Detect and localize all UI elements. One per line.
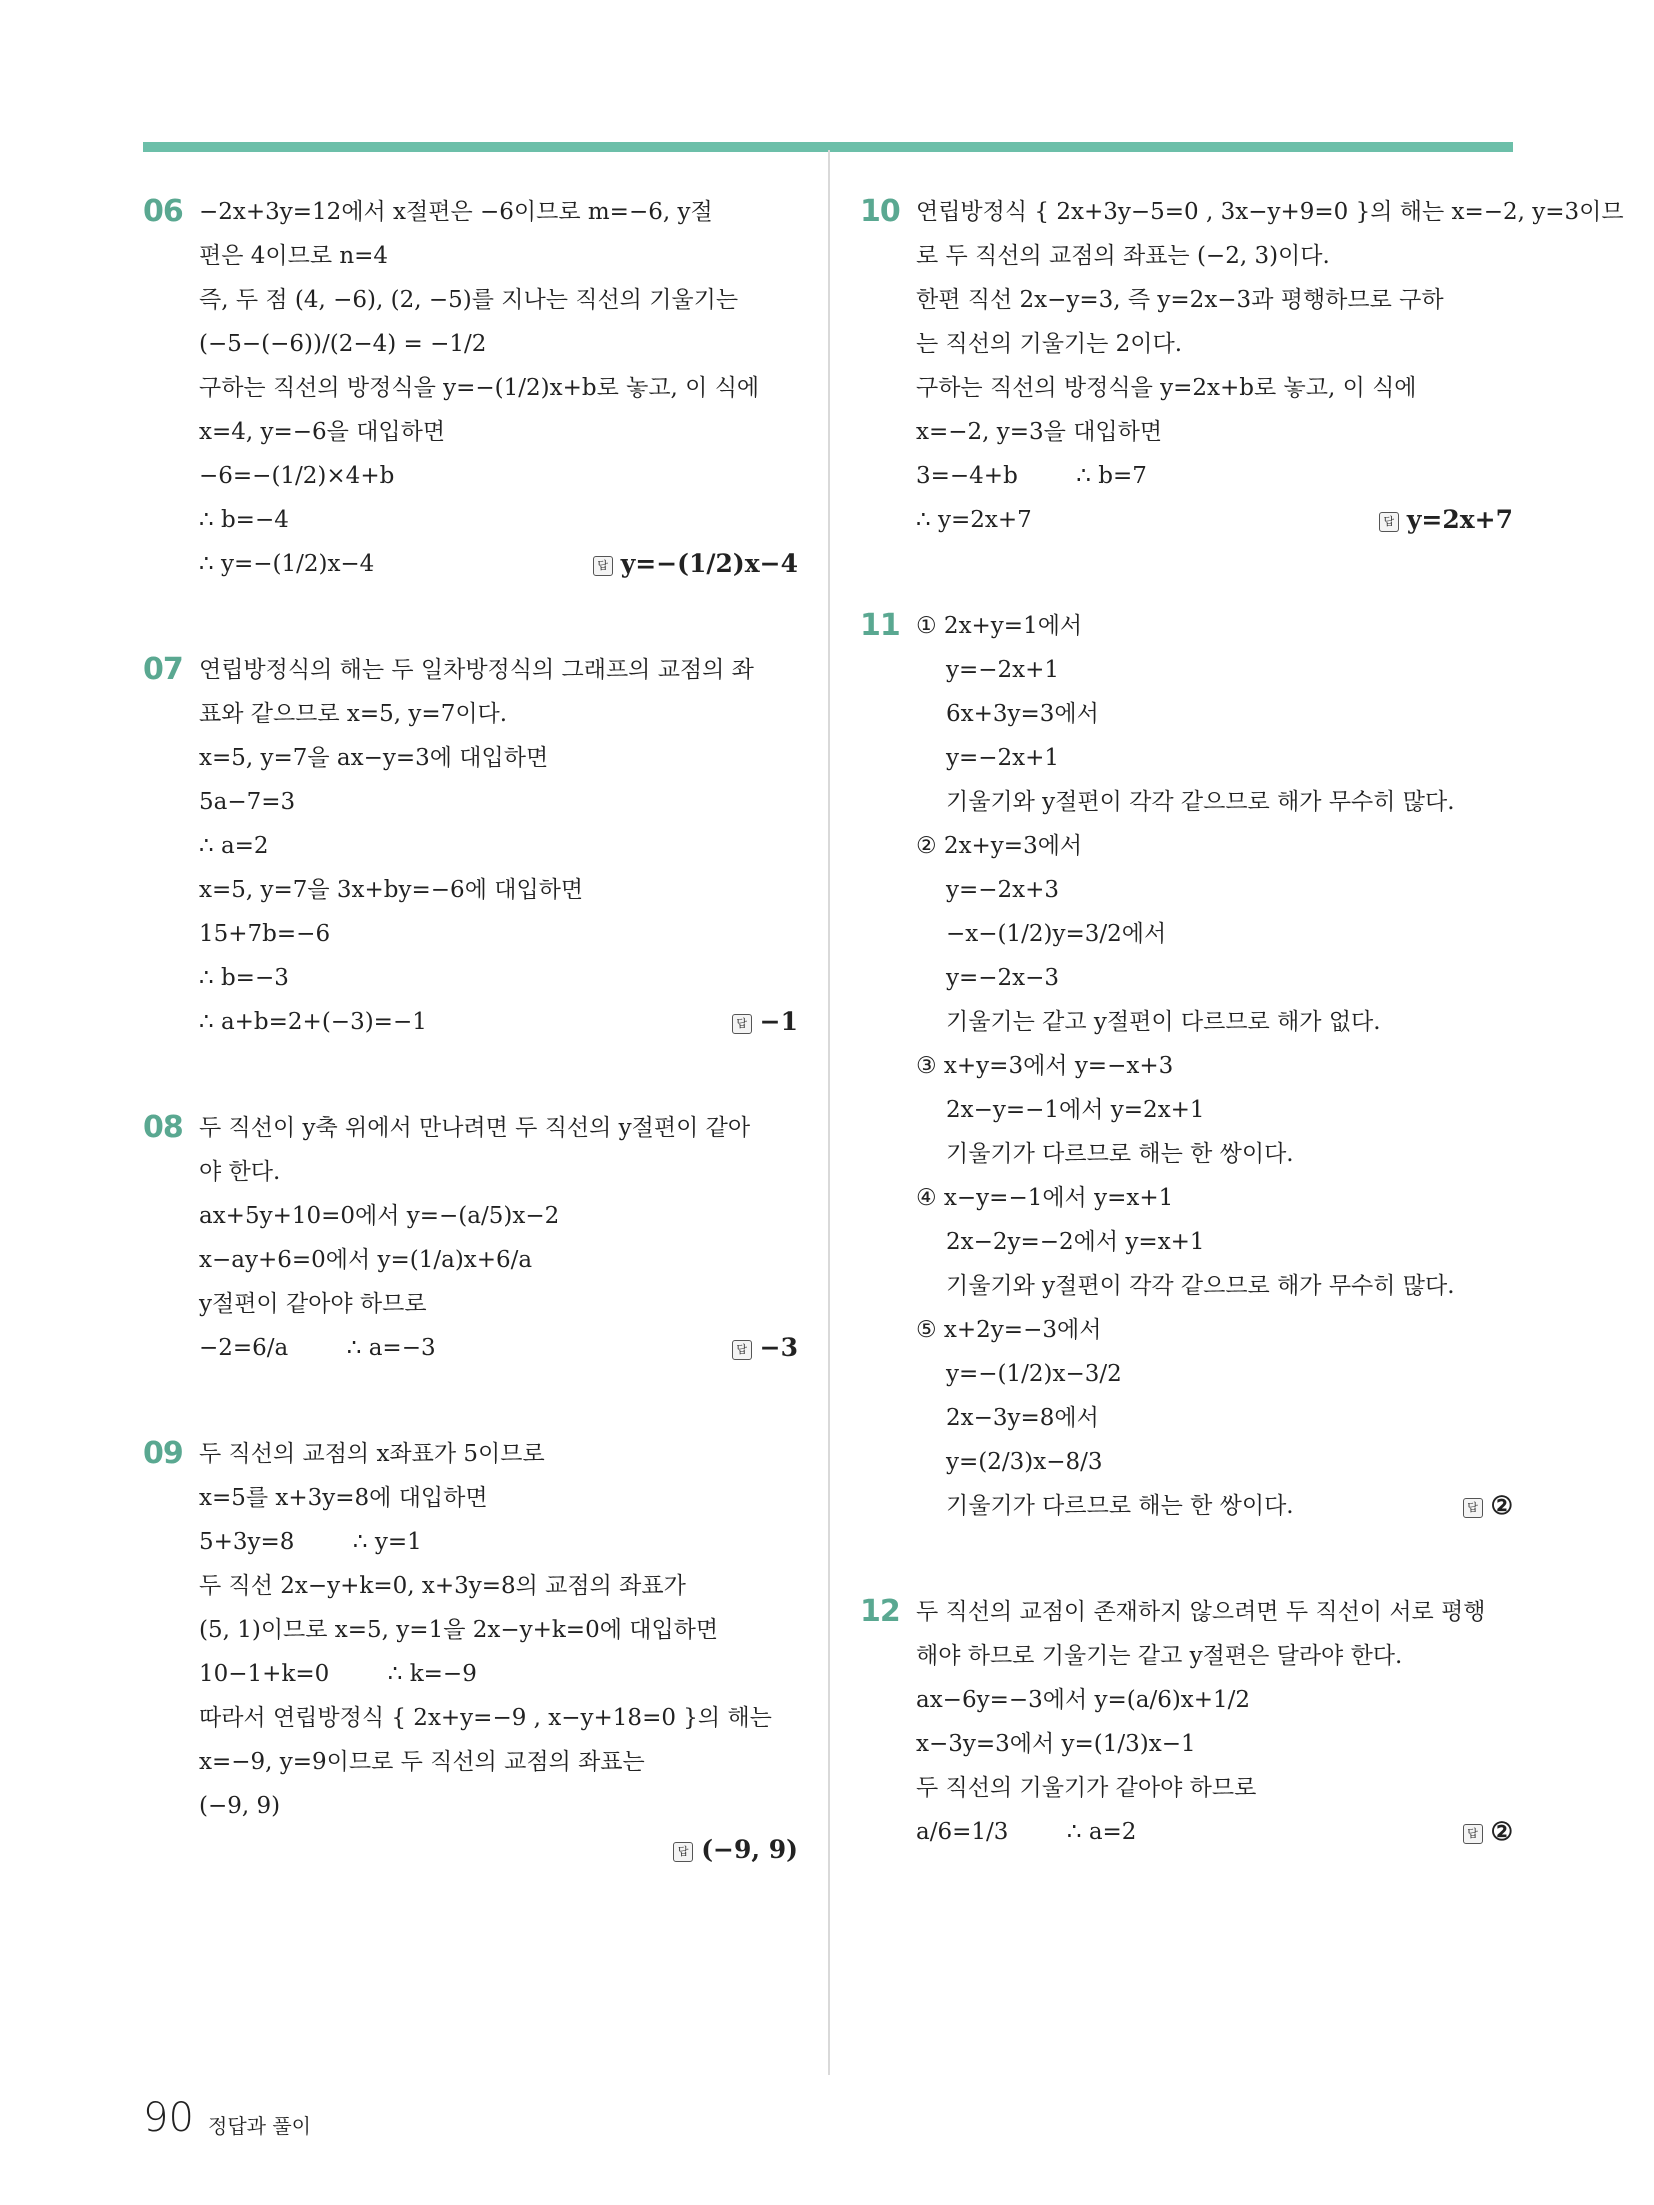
solution-line: 2x−y=−1에서 y=2x+1 [946,1097,1205,1123]
solution-line: 두 직선 2x−y+k=0, x+3y=8의 교점의 좌표가 [199,1573,686,1599]
problem-12 [860,1590,1513,1854]
problem-11 [860,604,1513,1528]
solution-line: x=4, y=−6을 대입하면 [199,419,446,445]
solution-line: 연립방정식 { 2x+3y−5=0 , 3x−y+9=0 }의 해는 x=−2, y=3이므 [916,199,1624,225]
solution-line: 기울기는 같고 y절편이 다르므로 해가 없다. [946,1009,1381,1035]
solution-line: ③ x+y=3에서 y=−x+3 [916,1053,1174,1079]
answer [1379,498,1513,542]
solution-body [199,1432,798,1872]
solution-line: x=5, y=7을 ax−y=3에 대입하면 [199,745,549,771]
solution-line: 해야 하므로 기울기는 같고 y절편은 달라야 한다. [916,1643,1403,1669]
solution-line: x=5, y=7을 3x+by=−6에 대입하면 [199,877,584,903]
problem-06 [143,190,798,586]
solution-line: ax−6y=−3에서 y=(a/6)x+1/2 [916,1687,1251,1713]
solution-body [916,604,1513,1528]
solution-line: 두 직선의 교점이 존재하지 않으려면 두 직선이 서로 평행 [916,1599,1486,1625]
solution-line: (5, 1)이므로 x=5, y=1을 2x−y+k=0에 대입하면 [199,1617,719,1643]
solution-text: 기울기가 다르므로 해는 한 쌍이다. [946,1493,1294,1519]
solution-line: ④ x−y=−1에서 y=x+1 [916,1185,1174,1211]
problem-08 [143,1106,798,1370]
solution-line: 따라서 연립방정식 { 2x+y=−9 , x−y+18=0 }의 해는 [199,1705,772,1731]
solution-body [916,1590,1513,1854]
answer [732,1326,798,1370]
solution-line: 로 두 직선의 교점의 좌표는 (−2, 3)이다. [916,243,1330,269]
problem-number: 12 [860,1594,900,1629]
solution-line: 즉, 두 점 (4, −6), (2, −5)를 지나는 직선의 기울기는 [199,287,739,313]
solution-line: 3=−4+b ∴ b=7 [916,463,1147,489]
solution-line: 5+3y=8 ∴ y=1 [199,1529,422,1555]
solution-line: (−9, 9) [199,1793,281,1819]
solution-line: 두 직선의 교점의 x좌표가 5이므로 [199,1441,545,1467]
solution-text: ∴ y=2x+7 [916,507,1032,533]
answer-value: ② [1490,1491,1513,1520]
problem-number: 07 [143,652,183,687]
solution-line: 연립방정식의 해는 두 일차방정식의 그래프의 교점의 좌 [199,657,754,683]
solution-line [199,542,798,586]
page-number: 90 [143,2095,194,2141]
solution-line: ax+5y+10=0에서 y=−(a/5)x−2 [199,1203,560,1229]
solution-line [916,1484,1513,1528]
answer [673,1828,798,1872]
solution-line: y=−2x−3 [946,965,1060,991]
solution-line [199,1326,798,1370]
solution-text: −2=6/a ∴ a=−3 [199,1335,436,1361]
solution-line: ⑤ x+2y=−3에서 [916,1317,1102,1343]
answer-value: y=2x+7 [1406,505,1513,534]
problem-number: 11 [860,608,900,643]
answer-mark-icon: 답 [732,1014,752,1034]
solution-line: x−3y=3에서 y=(1/3)x−1 [916,1731,1196,1757]
problem-10 [860,190,1624,542]
solution-line: y=(2/3)x−8/3 [946,1449,1103,1475]
solution-line: ① 2x+y=1에서 [916,613,1083,639]
solution-line: 두 직선이 y축 위에서 만나려면 두 직선의 y절편이 같아 [199,1115,751,1141]
solution-line: 편은 4이므로 n=4 [199,243,389,269]
solution-line: 기울기와 y절편이 각각 같으므로 해가 무수히 많다. [946,789,1455,815]
problem-number: 08 [143,1110,183,1145]
answer [1463,1810,1513,1854]
solution-line: x=−9, y=9이므로 두 직선의 교점의 좌표는 [199,1749,645,1775]
solution-body [916,190,1624,542]
answer-value: ② [1490,1817,1513,1846]
solution-line: x−ay+6=0에서 y=(1/a)x+6/a [199,1247,533,1273]
solution-body [199,1106,798,1370]
solution-line: −x−(1/2)y=3/2에서 [946,921,1167,947]
solution-line: 한편 직선 2x−y=3, 즉 y=2x−3과 평행하므로 구하 [916,287,1444,313]
problem-number: 06 [143,194,183,229]
solution-line: x=−2, y=3을 대입하면 [916,419,1163,445]
solution-text: ∴ y=−(1/2)x−4 [199,551,375,577]
solution-line: ∴ a=2 [199,833,269,859]
solution-line: 구하는 직선의 방정식을 y=2x+b로 놓고, 이 식에 [916,375,1417,401]
answer-mark-icon: 답 [1463,1498,1483,1518]
solution-line: ② 2x+y=3에서 [916,833,1083,859]
problem-number: 09 [143,1436,183,1471]
solution-line: 야 한다. [199,1159,281,1185]
right-column [860,190,1624,1854]
problem-09 [143,1432,798,1872]
answer [593,542,798,586]
solution-line: 두 직선의 기울기가 같아야 하므로 [916,1775,1257,1801]
answer-mark-icon: 답 [732,1340,752,1360]
left-column [143,190,798,1872]
solution-line: y=−2x+3 [946,877,1060,903]
solution-line: 기울기가 다르므로 해는 한 쌍이다. [946,1141,1294,1167]
problem-07 [143,648,798,1044]
section-label: 정답과 풀이 [208,2114,311,2138]
answer [732,1000,798,1044]
solution-line: −2x+3y=12에서 x절편은 −6이므로 m=−6, y절 [199,199,713,225]
solution-line: 표와 같으므로 x=5, y=7이다. [199,701,508,727]
solution-line: 5a−7=3 [199,789,296,815]
solution-line: y=−(1/2)x−3/2 [946,1361,1122,1387]
solution-line: x=5를 x+3y=8에 대입하면 [199,1485,488,1511]
solution-text: ∴ a+b=2+(−3)=−1 [199,1009,427,1035]
solution-line: y=−2x+1 [946,745,1060,771]
solution-body [199,190,798,586]
column-divider [828,150,830,2075]
solution-text: a/6=1/3 ∴ a=2 [916,1819,1137,1845]
answer-mark-icon: 답 [1463,1824,1483,1844]
answer-mark-icon: 답 [593,556,613,576]
solution-body [199,648,798,1044]
solution-line: −6=−(1/2)×4+b [199,463,395,489]
answer-value: −1 [759,1007,798,1036]
solution-line: ∴ b=−3 [199,965,289,991]
solution-line: 6x+3y=3에서 [946,701,1099,727]
solution-line: y=−2x+1 [946,657,1060,683]
answer-value: y=−(1/2)x−4 [620,549,798,578]
answer [1463,1484,1513,1528]
solution-line: 10−1+k=0 ∴ k=−9 [199,1661,477,1687]
solution-line: 2x−2y=−2에서 y=x+1 [946,1229,1205,1255]
answer-line [199,1828,798,1872]
problem-number: 10 [860,194,900,229]
solution-line: 15+7b=−6 [199,921,331,947]
answer-mark-icon: 답 [673,1842,693,1862]
solution-line: 기울기와 y절편이 각각 같으므로 해가 무수히 많다. [946,1273,1455,1299]
solution-line [199,1000,798,1044]
solution-line: 구하는 직선의 방정식을 y=−(1/2)x+b로 놓고, 이 식에 [199,375,760,401]
solution-line: 2x−3y=8에서 [946,1405,1099,1431]
answer-value: (−9, 9) [701,1835,798,1864]
solution-line [916,1810,1513,1854]
solution-line: y절편이 같아야 하므로 [199,1291,427,1317]
solution-line: ∴ b=−4 [199,507,289,533]
solution-line [916,498,1513,542]
solution-line: 는 직선의 기울기는 2이다. [916,331,1183,357]
solution-line: (−5−(−6))/(2−4) = −1/2 [199,331,487,357]
answer-value: −3 [759,1333,798,1362]
answer-mark-icon: 답 [1379,512,1399,532]
